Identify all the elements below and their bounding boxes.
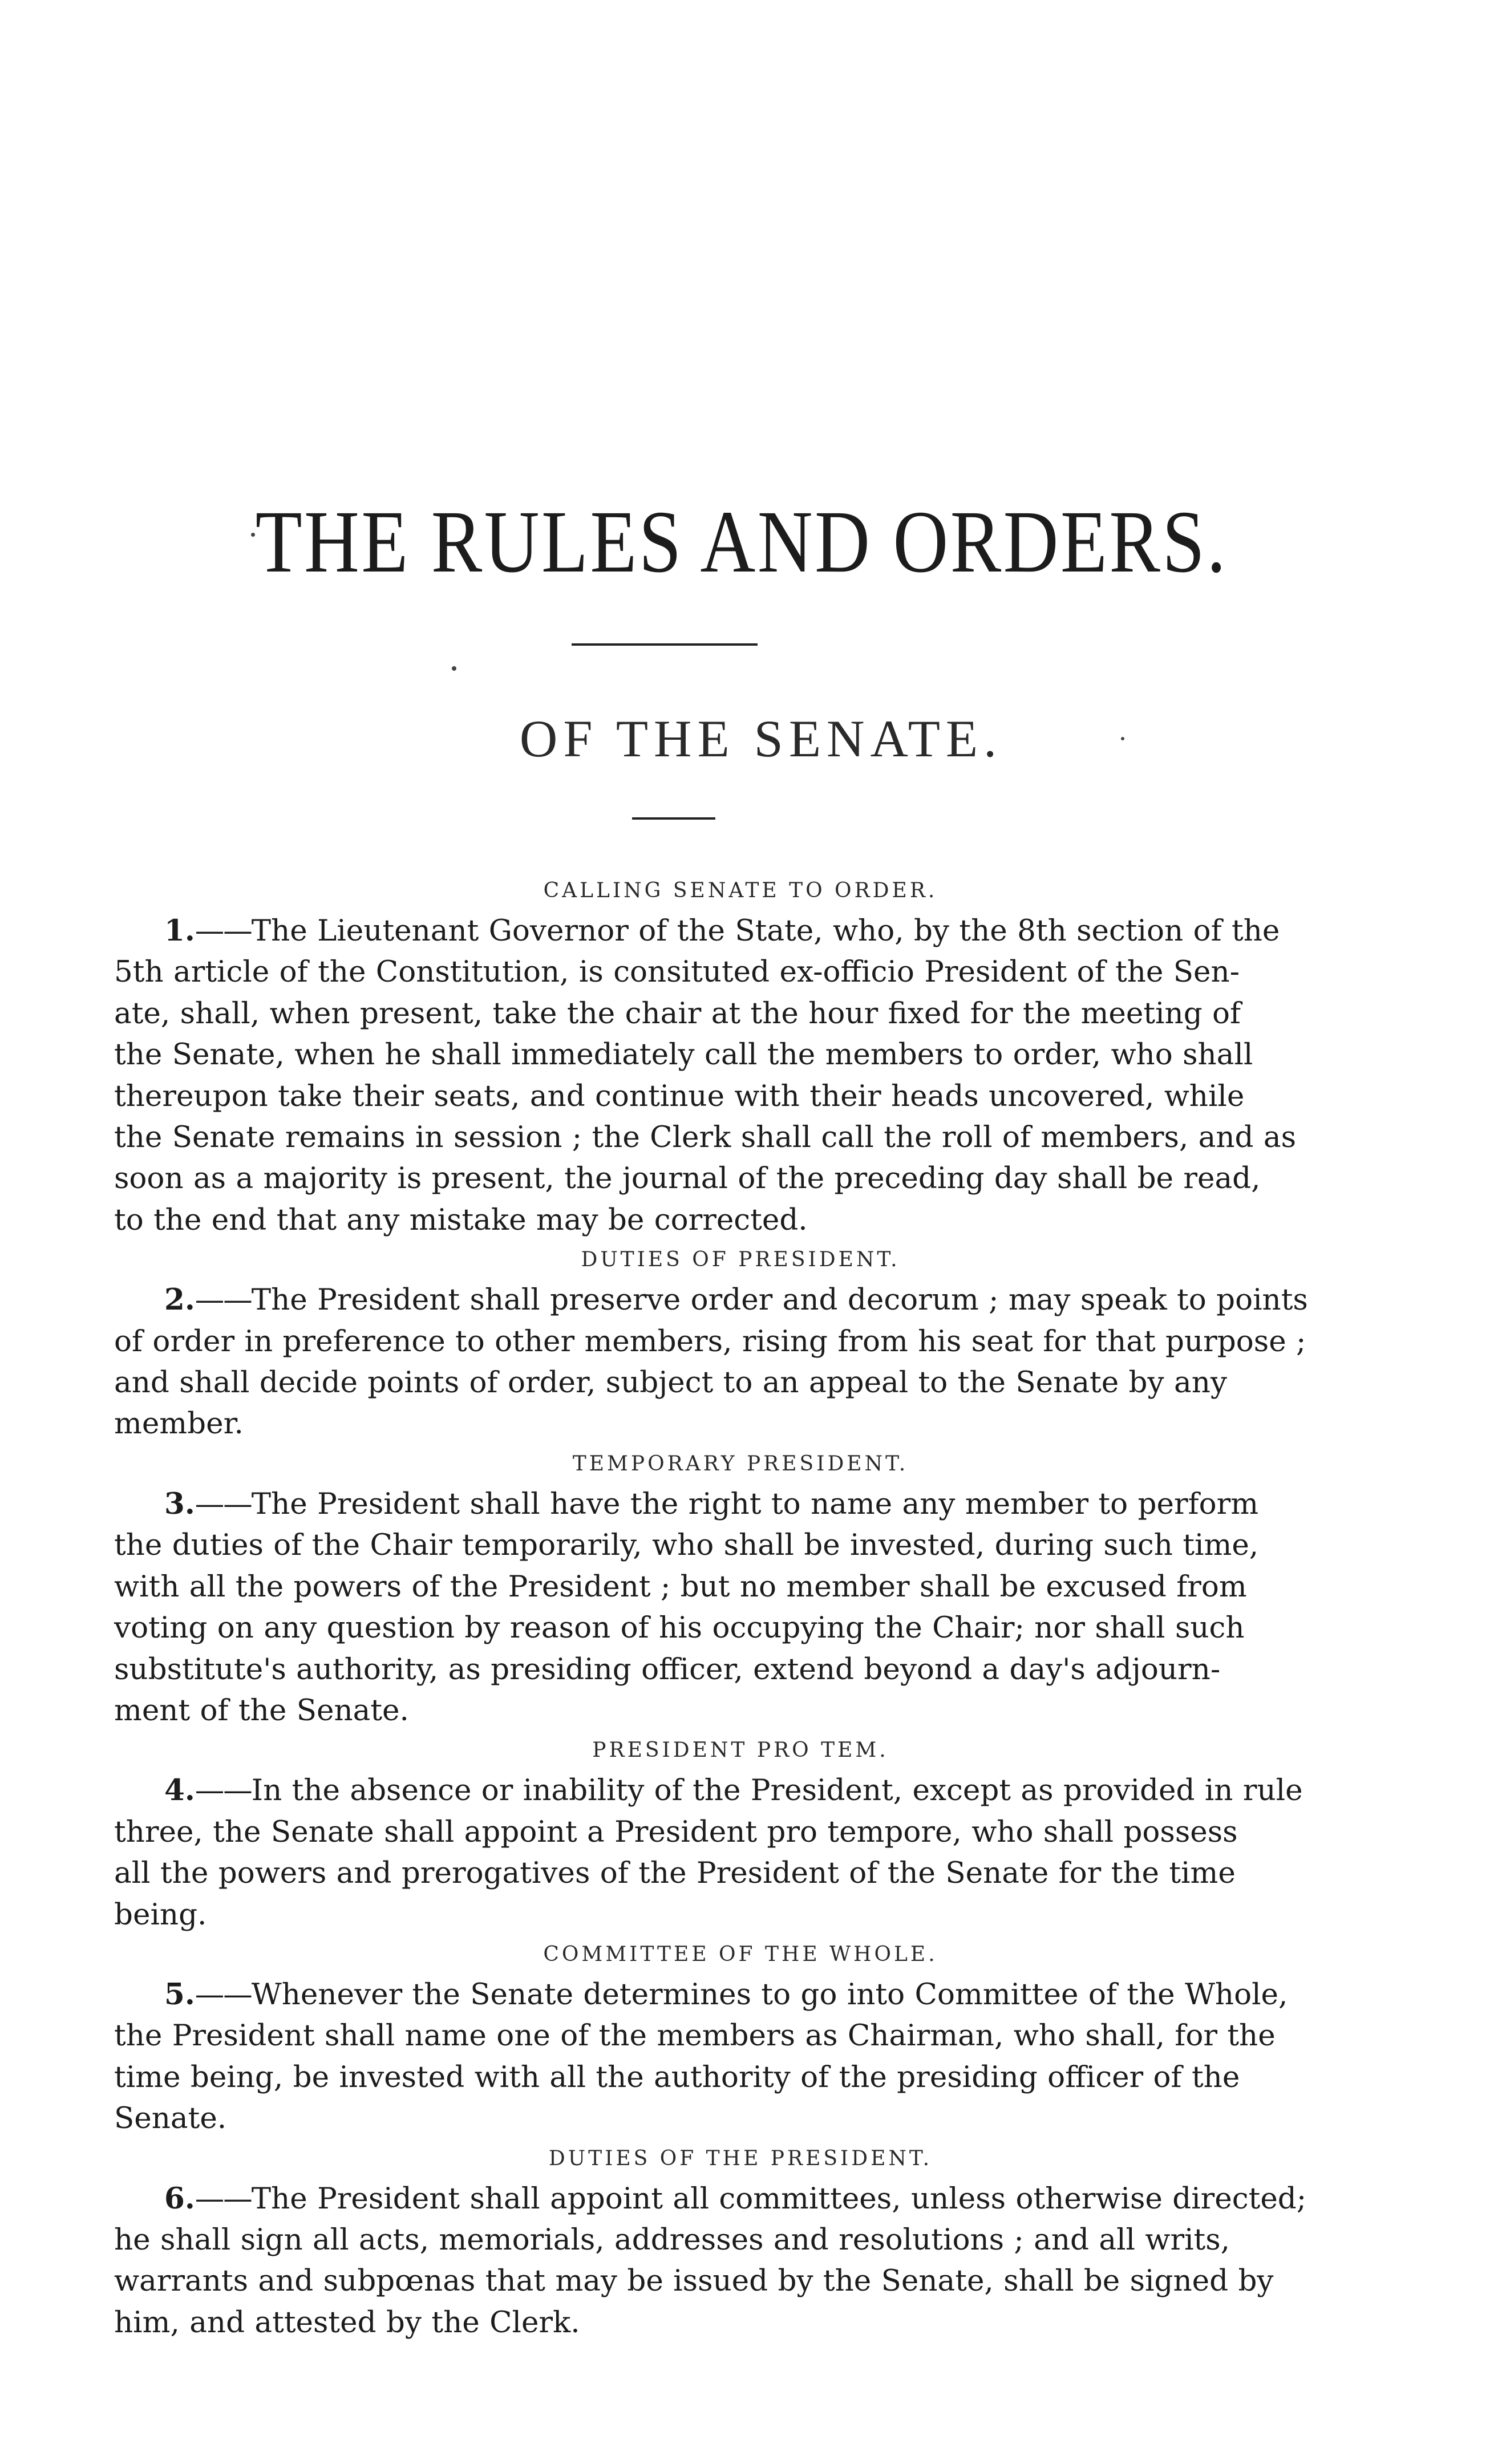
rule-section: [114, 1935, 1367, 2139]
subtitle-divider: [632, 817, 715, 820]
print-speck: [1121, 737, 1124, 740]
rule-line: 1.——The Lieutenant Governor of the State, who, by the 8th section of the: [164, 914, 1280, 948]
rule-number: 2.: [164, 1283, 195, 1318]
rule-number: 1.: [164, 914, 195, 948]
rule-line: Senate.: [114, 2101, 227, 2136]
rule-section: [114, 872, 1367, 1241]
print-speck: [452, 666, 456, 671]
rule-text: [114, 2178, 1367, 2344]
rule-heading: DUTIES OF PRESIDENT.: [581, 1248, 900, 1272]
rule-line: substitute's authority, as presiding officer, extend beyond a day's adjourn-: [114, 1652, 1221, 1687]
rule-line: the duties of the Chair temporarily, who shall be invested, during such time,: [114, 1528, 1259, 1563]
rule-line: of order in preference to other members, rising from his seat for that purpose ;: [114, 1324, 1306, 1359]
rule-heading: DUTIES OF THE PRESIDENT.: [548, 2146, 933, 2170]
rules-body: [114, 872, 1367, 2343]
rule-line: with all the powers of the President ; but no member shall be excused from: [114, 1569, 1247, 1604]
rule-line: being.: [114, 1897, 207, 1932]
rule-line: the President shall name one of the members as Chairman, who shall, for the: [114, 2019, 1276, 2053]
title-divider: [572, 643, 758, 646]
rule-line: 2.——The President shall preserve order and decorum ; may speak to points: [164, 1283, 1308, 1318]
rule-line: ment of the Senate.: [114, 1693, 409, 1728]
rule-number: 3.: [164, 1486, 195, 1521]
rule-line: warrants and subpœnas that may be issued by the Senate, shall be signed by: [114, 2264, 1274, 2299]
rule-line: voting on any question by reason of his occupying the Chair; nor shall such: [114, 1611, 1245, 1646]
rule-section: [114, 1241, 1367, 1445]
page-subtitle: OF THE SENATE.: [519, 710, 1003, 768]
rule-heading: PRESIDENT PRO TEM.: [592, 1738, 889, 1762]
rule-line: time being, be invested with all the authority of the presiding officer of the: [114, 2060, 1240, 2094]
rule-line: thereupon take their seats, and continue with their heads uncovered, while: [114, 1079, 1245, 1113]
rule-number: 5.: [164, 1977, 195, 2012]
rule-line: 5th article of the Constitution, is consituted ex-officio President of the Sen-: [114, 955, 1240, 990]
rule-section: [114, 1445, 1367, 1731]
rule-number: 4.: [164, 1773, 195, 1808]
rule-text: [114, 1484, 1367, 1731]
rule-line: he shall sign all acts, memorials, addresses and resolutions ; and all writs,: [114, 2222, 1230, 2257]
rule-line: 3.——The President shall have the right to name any member to perform: [164, 1486, 1259, 1521]
rule-text: [114, 1974, 1367, 2139]
rule-line: three, the Senate shall appoint a President pro tempore, who shall possess: [114, 1814, 1238, 1849]
rule-section: [114, 2139, 1367, 2344]
rule-section: [114, 1731, 1367, 1935]
rule-line: all the powers and prerogatives of the President of the Senate for the time: [114, 1856, 1236, 1891]
rule-line: the Senate, when he shall immediately call the members to order, who shall: [114, 1038, 1253, 1072]
rule-text: [114, 1279, 1367, 1445]
rule-line: soon as a majority is present, the journal of the preceding day shall be read,: [114, 1161, 1261, 1196]
rule-line: 4.——In the absence or inability of the President, except as provided in rule: [164, 1773, 1303, 1808]
rule-text: [114, 910, 1367, 1241]
print-speck: [251, 533, 255, 537]
rule-heading: CALLING SENATE TO ORDER.: [543, 879, 938, 902]
rule-line: and shall decide points of order, subject to an appeal to the Senate by any: [114, 1365, 1227, 1400]
rule-line: ate, shall, when present, take the chair at the hour fixed for the meeting of: [114, 996, 1241, 1031]
rule-line: him, and attested by the Clerk.: [114, 2305, 580, 2340]
rule-line: the Senate remains in session ; the Clerk shall call the roll of members, and as: [114, 1120, 1297, 1155]
rule-text: [114, 1770, 1367, 1935]
rule-number: 6.: [164, 2181, 195, 2216]
rule-heading: TEMPORARY PRESIDENT.: [572, 1452, 909, 1476]
page-title: THE RULES AND ORDERS.: [255, 492, 1228, 591]
rule-line: 5.——Whenever the Senate determines to go into Committee of the Whole,: [164, 1977, 1288, 2012]
rule-line: to the end that any mistake may be corrected.: [114, 1202, 808, 1237]
rule-line: 6.——The President shall appoint all committees, unless otherwise directed;: [164, 2181, 1307, 2216]
rule-heading: COMMITTEE OF THE WHOLE.: [543, 1942, 938, 1966]
rule-line: member.: [114, 1407, 244, 1441]
